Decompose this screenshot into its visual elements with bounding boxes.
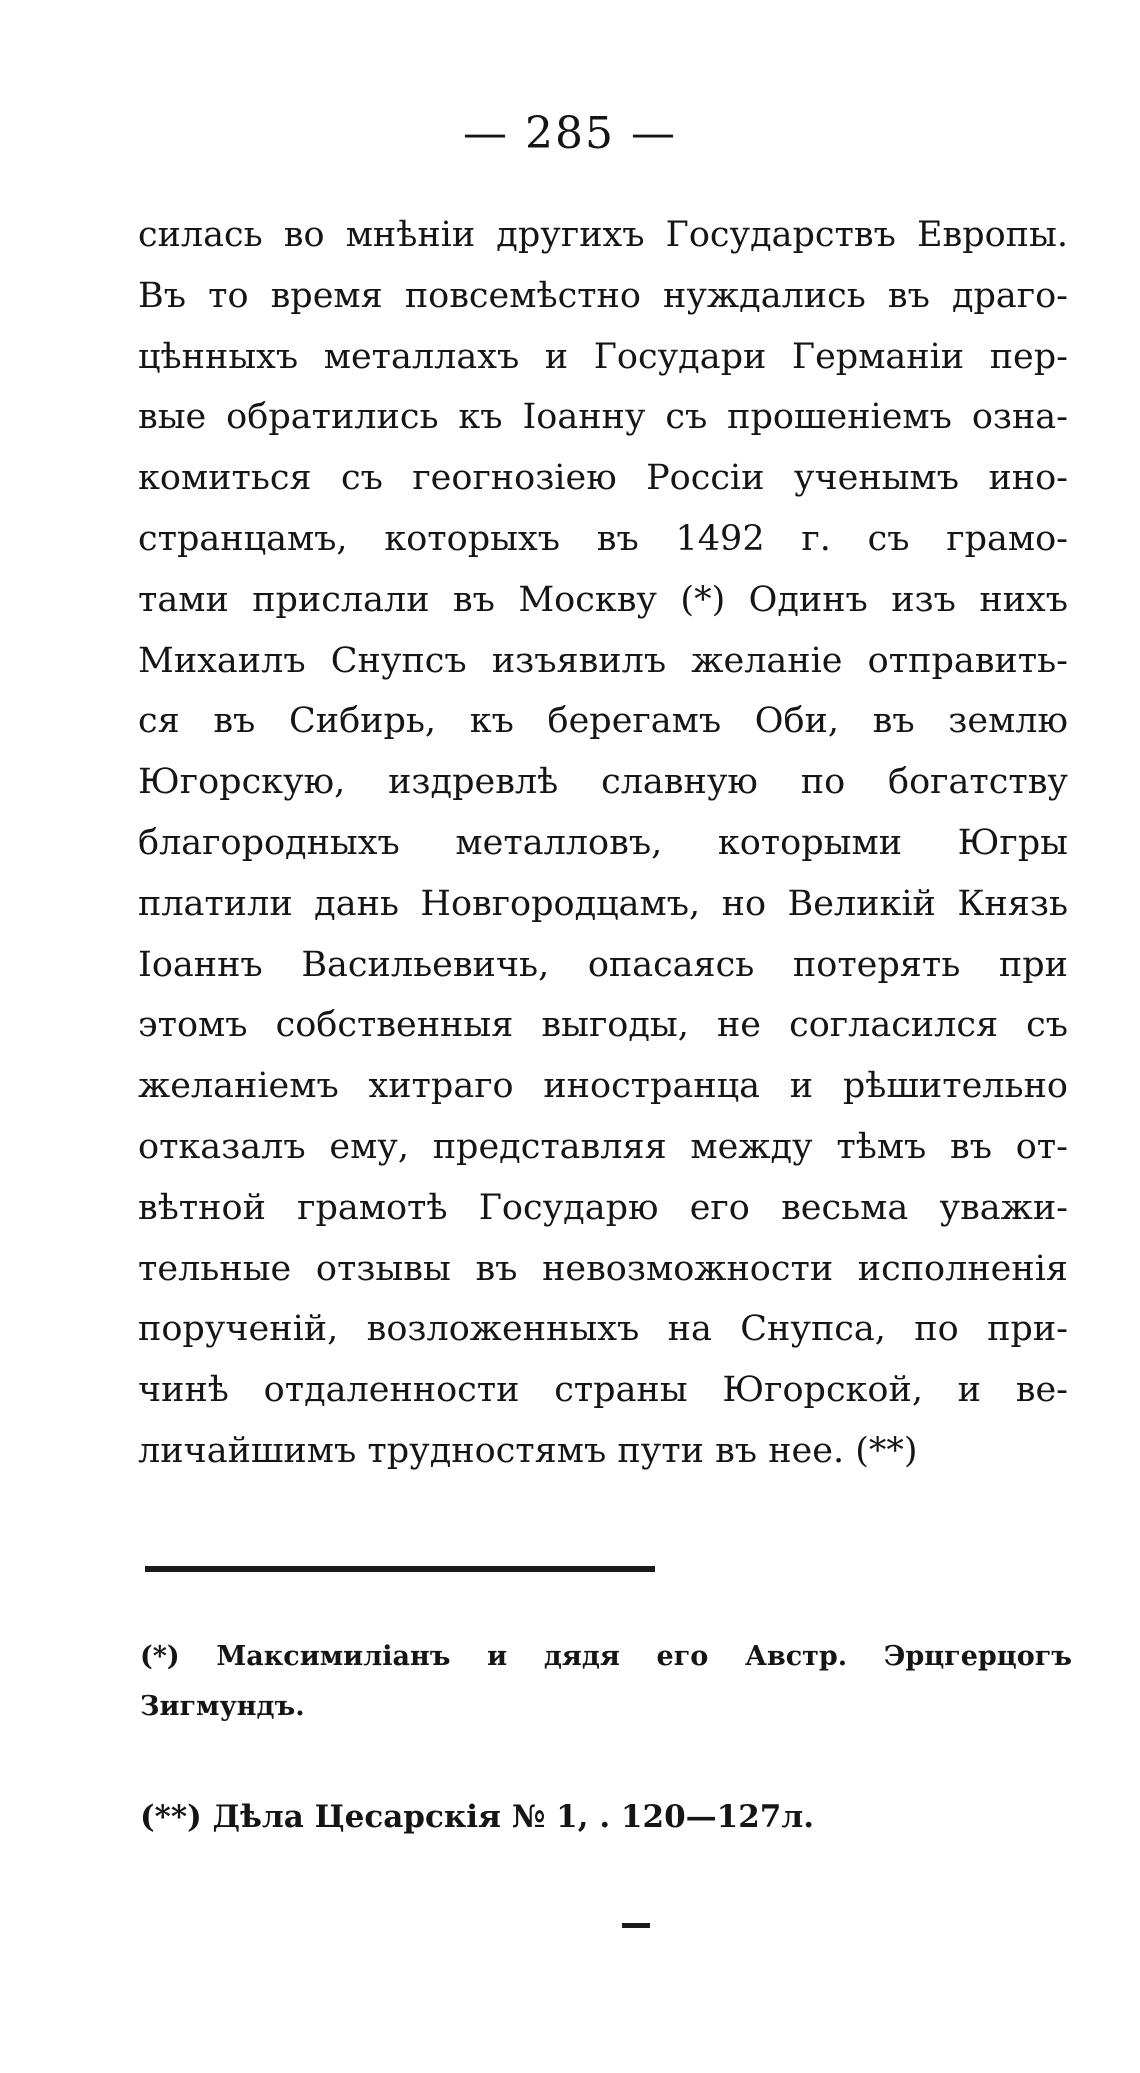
text-line: чинѣ отдаленности страны Югорской, и ве- bbox=[138, 1370, 1068, 1411]
text-line: порученій, возложенныхъ на Снупса, по при- bbox=[138, 1309, 1068, 1350]
text-line: благородныхъ металловъ, которыми Югры bbox=[138, 822, 1068, 863]
text-line: цѣнныхъ металлахъ и Государи Германіи пер- bbox=[138, 336, 1068, 377]
page-number: — 285 — bbox=[463, 108, 677, 159]
text-line: Іоаннъ Васильевичь, опасаясь потерять при bbox=[138, 944, 1068, 985]
text-line: тельные отзывы въ невозможности исполненія bbox=[138, 1248, 1068, 1289]
text-line: отказалъ ему, представляя между тѣмъ въ от- bbox=[138, 1126, 1068, 1167]
text-line: комиться съ геогнозіею Россіи ученымъ ино- bbox=[138, 458, 1068, 499]
footnote-1-line: Зигмундъ. bbox=[140, 1691, 305, 1722]
footnote-2 bbox=[140, 1792, 1072, 1842]
footnote-2-line: (**) Дѣла Цесарскія № 1, . 120—127л. bbox=[140, 1799, 814, 1835]
footnote-divider bbox=[145, 1566, 655, 1572]
text-line: вѣтной грамотѣ Государю его весьма уважи- bbox=[138, 1187, 1068, 1228]
text-line: ся въ Сибирь, къ берегамъ Оби, въ землю bbox=[138, 701, 1068, 742]
text-line: желаніемъ хитраго иностранца и рѣшительно bbox=[138, 1066, 1068, 1107]
footnote-1 bbox=[140, 1632, 1072, 1732]
text-line: Въ то время повсемѣстно нуждались въ драго- bbox=[138, 275, 1068, 316]
text-line: этомъ собственныя выгоды, не согласился съ bbox=[138, 1005, 1068, 1046]
text-line: платили дань Новгородцамъ, но Великій Князь bbox=[138, 883, 1068, 924]
footnote-1-line: (*) Максимиліанъ и дядя его Австр. Эрцгерцогъ bbox=[140, 1641, 1072, 1672]
bottom-dash-mark bbox=[622, 1923, 650, 1928]
footnotes bbox=[140, 1632, 1072, 1842]
text-line: личайшимъ трудностямъ пути въ нее. (**) bbox=[138, 1430, 918, 1471]
body-text bbox=[138, 205, 1068, 1482]
text-line: силась во мнѣніи другихъ Государствъ Европы. bbox=[138, 215, 1068, 255]
text-line: тами прислали въ Москву (*) Одинъ изъ нихъ bbox=[138, 579, 1068, 620]
text-line: вые обратились къ Іоанну съ прошеніемъ озна- bbox=[138, 397, 1068, 438]
text-line: Михаилъ Снупсъ изъявилъ желаніе отправить- bbox=[138, 640, 1068, 681]
text-line: странцамъ, которыхъ въ 1492 г. съ грамо- bbox=[138, 518, 1068, 559]
text-line: Югорскую, издревлѣ славную по богатству bbox=[138, 762, 1068, 803]
